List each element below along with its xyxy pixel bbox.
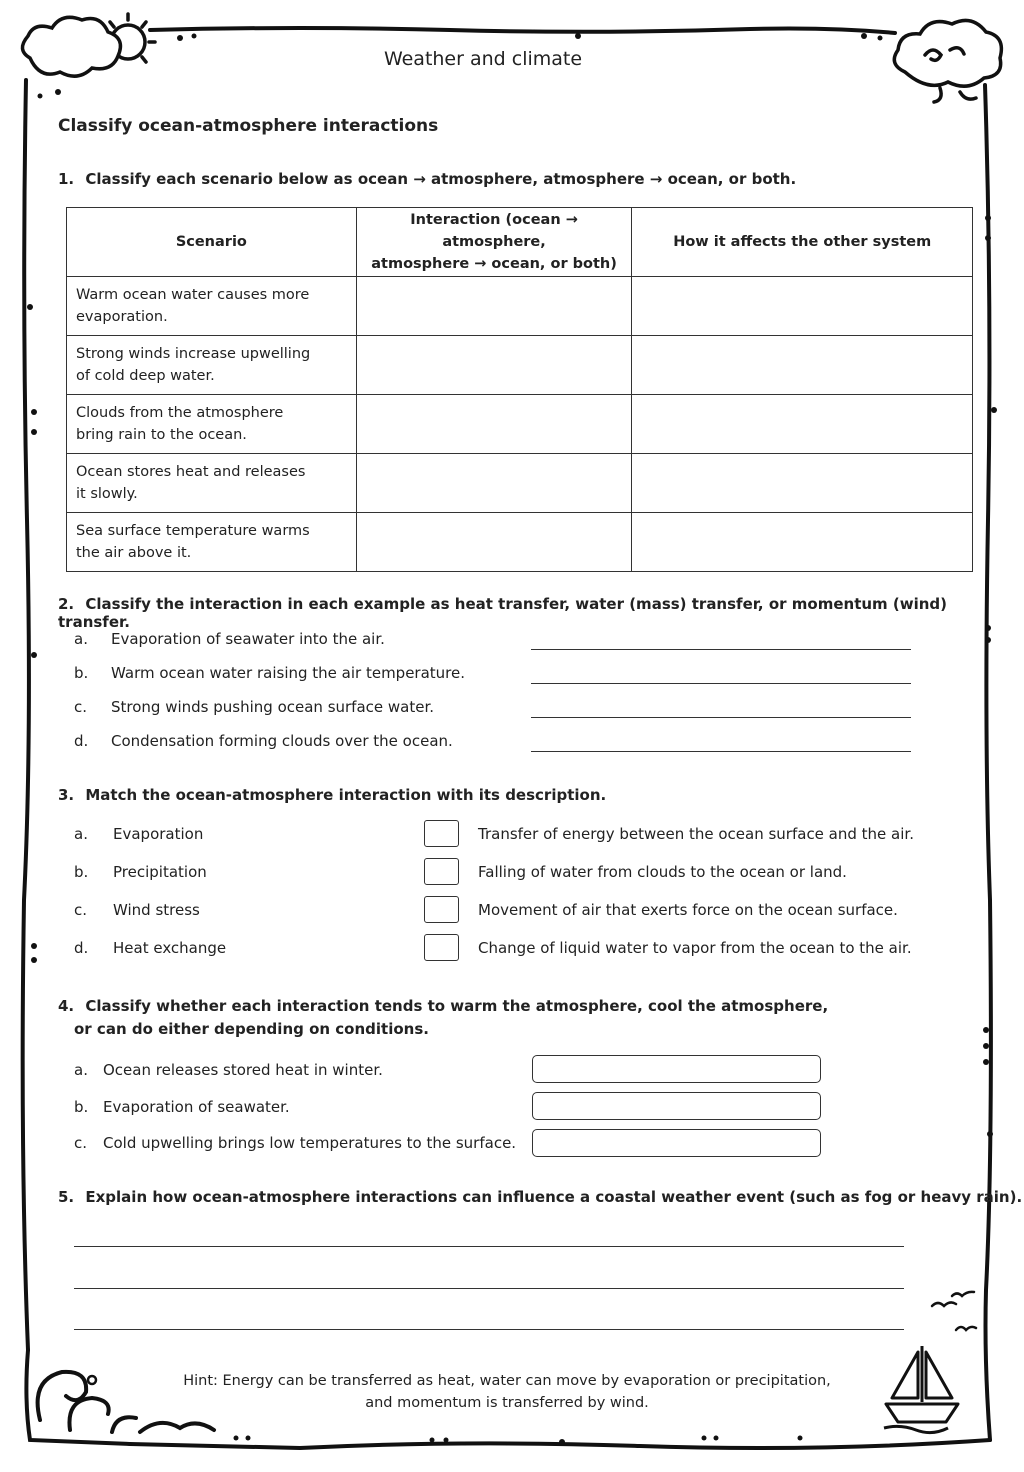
q2-answer-line[interactable] [531,751,911,752]
match-answer-box[interactable] [424,820,459,847]
q3-term-letter: b. [74,863,89,881]
q2-item-text: Warm ocean water raising the air temperature. [111,664,466,682]
column-header-scenario: Scenario [67,208,357,277]
question-4 [58,997,828,1015]
q5-answer-line[interactable] [74,1288,904,1289]
hint-note [0,1370,1014,1414]
table-row [67,395,973,454]
scenario-line: Clouds from the atmosphere [76,405,284,421]
question-1-text: Classify each scenario below as ocean → atmosphere, atmosphere → ocean, or both. [85,170,797,188]
q3-term-letter: d. [74,939,89,957]
q2-item-letter: c. [74,698,88,716]
q2-item-letter: b. [74,664,89,682]
q2-item-letter: d. [74,732,89,750]
q2-item-text: Evaporation of seawater into the air. [111,630,385,648]
column-header-effect: How it affects the other system [632,208,973,277]
worksheet-subtitle: Classify ocean-atmosphere interactions [58,116,439,136]
interaction-answer-cell[interactable] [356,336,632,395]
question-5 [58,1188,1022,1206]
question-2-text: Classify the interaction in each example as heat transfer, water (mass) transfer, or momentum (wind) transfer. [58,595,948,631]
scenario-cell [67,336,357,395]
q4-item-letter: c. [74,1134,88,1152]
q2-answer-line[interactable] [531,649,911,650]
column-header-interaction [356,208,632,277]
question-5-number: 5. [58,1188,75,1206]
scenario-line: Warm ocean water causes more [76,287,310,303]
scenario-cell [67,395,357,454]
q5-answer-line[interactable] [74,1329,904,1330]
scenario-table [66,207,973,572]
match-answer-box[interactable] [424,858,459,885]
border-right [985,85,991,1440]
table-row [67,513,973,572]
q3-description: Falling of water from clouds to the ocean or land. [478,863,847,881]
hint-line1: Hint: Energy can be transferred as heat, water can move by evaporation or precipitation, [183,1373,831,1389]
question-3-number: 3. [58,786,75,804]
q3-description: Transfer of energy between the ocean surface and the air. [478,825,914,843]
q3-term: Precipitation [113,863,207,881]
scenario-line: of cold deep water. [76,368,215,384]
scenario-line: bring rain to the ocean. [76,427,247,443]
scenario-line: Strong winds increase upwelling [76,346,311,362]
q2-item-letter: a. [74,630,88,648]
q3-term-letter: a. [74,825,88,843]
question-2 [58,595,1024,631]
scenario-cell [67,454,357,513]
scenario-line: Sea surface temperature warms [76,523,310,539]
question-3-text: Match the ocean-atmosphere interaction with its description. [85,786,607,804]
scenario-line: Ocean stores heat and releases [76,464,306,480]
scenario-line: the air above it. [76,545,192,561]
interaction-answer-cell[interactable] [356,277,632,336]
page-title: Weather and climate [383,48,583,70]
effect-answer-cell[interactable] [632,454,973,513]
effect-answer-cell[interactable] [632,513,973,572]
q4-item-letter: b. [74,1098,89,1116]
scenario-line: it slowly. [76,486,138,502]
q2-item-text: Condensation forming clouds over the ocean. [111,732,453,750]
question-1-number: 1. [58,170,75,188]
q4-item-text: Ocean releases stored heat in winter. [103,1061,383,1079]
q4-item-text: Cold upwelling brings low temperatures to the surface. [103,1134,517,1152]
border-top [150,28,895,33]
q4-item-text: Evaporation of seawater. [103,1098,290,1116]
interaction-answer-cell[interactable] [356,395,632,454]
q4-answer-box[interactable] [532,1129,821,1157]
border-left [23,80,29,1350]
hint-line2: and momentum is transferred by wind. [365,1395,649,1411]
effect-answer-cell[interactable] [632,277,973,336]
table-row [67,454,973,513]
q4-answer-box[interactable] [532,1055,821,1083]
question-5-text: Explain how ocean-atmosphere interactions can influence a coastal weather event (such as fog or heavy rain). [85,1188,1023,1206]
table-row [67,336,973,395]
q3-description: Movement of air that exerts force on the ocean surface. [478,901,898,919]
interaction-answer-cell[interactable] [356,513,632,572]
scenario-cell [67,513,357,572]
effect-answer-cell[interactable] [632,395,973,454]
column-header-interaction-line2: atmosphere → ocean, or both) [371,256,617,272]
match-answer-box[interactable] [424,934,459,961]
question-2-number: 2. [58,595,75,613]
q3-term-letter: c. [74,901,88,919]
q3-term: Evaporation [113,825,204,843]
scenario-line: evaporation. [76,309,168,325]
q2-answer-line[interactable] [531,683,911,684]
question-1 [58,170,796,188]
question-4-text-line2: or can do either depending on conditions. [74,1020,429,1038]
question-3 [58,786,606,804]
question-4-text-line1: Classify whether each interaction tends to warm the atmosphere, cool the atmosphere, [85,997,829,1015]
q3-term: Wind stress [113,901,200,919]
match-answer-box[interactable] [424,896,459,923]
q4-answer-box[interactable] [532,1092,821,1120]
q2-answer-line[interactable] [531,717,911,718]
table-row [67,277,973,336]
q5-answer-line[interactable] [74,1246,904,1247]
birds-icon [932,1292,976,1330]
q3-description: Change of liquid water to vapor from the ocean to the air. [478,939,912,957]
effect-answer-cell[interactable] [632,336,973,395]
question-4-number: 4. [58,997,75,1015]
table-header-row [67,208,973,277]
q4-item-letter: a. [74,1061,88,1079]
q2-item-text: Strong winds pushing ocean surface water. [111,698,435,716]
column-header-interaction-line1: Interaction (ocean → atmosphere, [410,212,578,250]
q3-term: Heat exchange [113,939,227,957]
scenario-cell [67,277,357,336]
interaction-answer-cell[interactable] [356,454,632,513]
